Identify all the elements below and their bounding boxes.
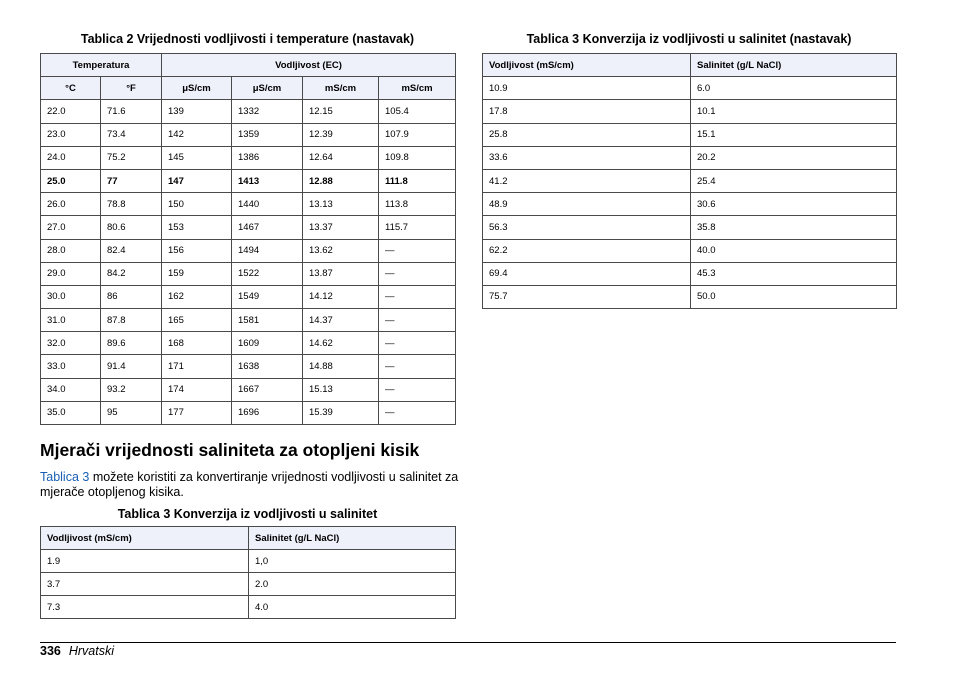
table-row xyxy=(41,401,456,424)
table-cell: 73.4 xyxy=(101,123,162,146)
table-cell: 1359 xyxy=(232,123,303,146)
table-cell: 27.0 xyxy=(41,216,101,239)
table-row xyxy=(41,378,456,401)
conductivity-temperature-table xyxy=(40,53,456,425)
table-row xyxy=(483,169,897,192)
table-cell: 14.62 xyxy=(303,332,379,355)
column-header: °C xyxy=(41,77,101,100)
table-cell: 1581 xyxy=(232,309,303,332)
table-cell: 14.37 xyxy=(303,309,379,332)
table-cell: 139 xyxy=(162,100,232,123)
column-header: μS/cm xyxy=(232,77,303,100)
table-cell: 24.0 xyxy=(41,146,101,169)
table-cell: 62.2 xyxy=(483,239,691,262)
table-cell: 1,0 xyxy=(249,550,456,573)
table3-link[interactable]: Tablica 3 xyxy=(40,470,90,484)
table-cell: 115.7 xyxy=(379,216,456,239)
table-cell: 22.0 xyxy=(41,100,101,123)
table-cell: 80.6 xyxy=(101,216,162,239)
conductivity-salinity-table xyxy=(40,526,456,619)
section-paragraph xyxy=(40,470,460,500)
column-header: Salinitet (g/L NaCl) xyxy=(249,527,456,550)
table-cell: 162 xyxy=(162,285,232,308)
table-cell: 15.13 xyxy=(303,378,379,401)
group-header-temperature: Temperatura xyxy=(41,54,162,77)
table-row xyxy=(483,193,897,216)
table-row xyxy=(41,123,456,146)
table-cell: — xyxy=(379,239,456,262)
table-cell: — xyxy=(379,332,456,355)
page-footer xyxy=(40,644,114,658)
table3-caption: Tablica 3 Konverzija iz vodljivosti u salinitet xyxy=(117,507,378,521)
table-cell: 75.2 xyxy=(101,146,162,169)
table-cell: 147 xyxy=(162,169,232,192)
table-cell: — xyxy=(379,285,456,308)
table-cell: 1667 xyxy=(232,378,303,401)
table-cell: 45.3 xyxy=(691,262,897,285)
table-cell: — xyxy=(379,378,456,401)
table-cell: 32.0 xyxy=(41,332,101,355)
table-cell: 13.13 xyxy=(303,193,379,216)
table-cell: 23.0 xyxy=(41,123,101,146)
table-cell: 93.2 xyxy=(101,378,162,401)
column-header: °F xyxy=(101,77,162,100)
table-row xyxy=(41,573,456,596)
table-cell: 50.0 xyxy=(691,285,897,308)
table-cell: 1413 xyxy=(232,169,303,192)
table-cell: 29.0 xyxy=(41,262,101,285)
table-row xyxy=(41,550,456,573)
table-cell: 35.0 xyxy=(41,401,101,424)
table-row xyxy=(41,596,456,619)
table-cell: 150 xyxy=(162,193,232,216)
table-cell: 156 xyxy=(162,239,232,262)
table-cell: 174 xyxy=(162,378,232,401)
table-row xyxy=(41,193,456,216)
table-cell: 28.0 xyxy=(41,239,101,262)
table-cell: 87.8 xyxy=(101,309,162,332)
table-cell: 26.0 xyxy=(41,193,101,216)
table-cell: 1696 xyxy=(232,401,303,424)
table-row xyxy=(41,216,456,239)
table-cell: 12.39 xyxy=(303,123,379,146)
table-cell: 41.2 xyxy=(483,169,691,192)
table-cell: 91.4 xyxy=(101,355,162,378)
table-row xyxy=(41,285,456,308)
table-cell: 17.8 xyxy=(483,100,691,123)
table-cell: 77 xyxy=(101,169,162,192)
table-cell: 111.8 xyxy=(379,169,456,192)
column-header: Vodljivost (mS/cm) xyxy=(41,527,249,550)
table-cell: 40.0 xyxy=(691,239,897,262)
table-cell: 1549 xyxy=(232,285,303,308)
table-cell: 10.9 xyxy=(483,77,691,100)
table-cell: 12.15 xyxy=(303,100,379,123)
table-row xyxy=(483,262,897,285)
table-cell: 33.0 xyxy=(41,355,101,378)
table-row xyxy=(483,239,897,262)
table-cell: 1.9 xyxy=(41,550,249,573)
table-row xyxy=(41,146,456,169)
table-row xyxy=(483,285,897,308)
column-header: mS/cm xyxy=(303,77,379,100)
table-cell: 33.6 xyxy=(483,146,691,169)
column-header: Salinitet (g/L NaCl) xyxy=(691,54,897,77)
table-row xyxy=(41,239,456,262)
table-cell: 1386 xyxy=(232,146,303,169)
table-cell: — xyxy=(379,355,456,378)
table-cell: 12.88 xyxy=(303,169,379,192)
table-cell: 56.3 xyxy=(483,216,691,239)
table-cell: 1638 xyxy=(232,355,303,378)
table-cell: 31.0 xyxy=(41,309,101,332)
table-cell: 1522 xyxy=(232,262,303,285)
table-cell: 35.8 xyxy=(691,216,897,239)
table-cell: 7.3 xyxy=(41,596,249,619)
table-row xyxy=(41,262,456,285)
table-row xyxy=(41,355,456,378)
table-cell: 25.0 xyxy=(41,169,101,192)
table2-caption: Tablica 2 Vrijednosti vodljivosti i temperature (nastavak) xyxy=(80,32,415,46)
table-cell: 10.1 xyxy=(691,100,897,123)
table-row xyxy=(483,216,897,239)
table-cell: 1332 xyxy=(232,100,303,123)
table-cell: 2.0 xyxy=(249,573,456,596)
table-cell: 34.0 xyxy=(41,378,101,401)
table-cell: 71.6 xyxy=(101,100,162,123)
table-cell: 113.8 xyxy=(379,193,456,216)
table-row xyxy=(483,100,897,123)
table-cell: 89.6 xyxy=(101,332,162,355)
table-cell: 82.4 xyxy=(101,239,162,262)
table-cell: — xyxy=(379,401,456,424)
table-cell: 12.64 xyxy=(303,146,379,169)
table-cell: 109.8 xyxy=(379,146,456,169)
table-cell: 15.39 xyxy=(303,401,379,424)
table-cell: 105.4 xyxy=(379,100,456,123)
table-cell: 3.7 xyxy=(41,573,249,596)
column-header: μS/cm xyxy=(162,77,232,100)
section-heading: Mjerači vrijednosti saliniteta za otopljeni kisik xyxy=(40,440,420,460)
table-cell: 30.6 xyxy=(691,193,897,216)
table-cell: 48.9 xyxy=(483,193,691,216)
table-cell: 1494 xyxy=(232,239,303,262)
table-cell: 69.4 xyxy=(483,262,691,285)
table-cell: 165 xyxy=(162,309,232,332)
table-cell: 177 xyxy=(162,401,232,424)
table-cell: — xyxy=(379,262,456,285)
table-cell: 14.88 xyxy=(303,355,379,378)
table-cell: 95 xyxy=(101,401,162,424)
table-row xyxy=(41,100,456,123)
paragraph-text: možete koristiti za konvertiranje vrijednosti vodljivosti u salinitet za mjerače otopljenog kisika. xyxy=(40,470,459,499)
table-cell: 142 xyxy=(162,123,232,146)
column-header: mS/cm xyxy=(379,77,456,100)
table-row xyxy=(483,77,897,100)
table-row xyxy=(41,309,456,332)
table3-cont-caption: Tablica 3 Konverzija iz vodljivosti u salinitet (nastavak) xyxy=(526,32,852,46)
table-cell: 84.2 xyxy=(101,262,162,285)
page-number: 336 xyxy=(40,644,61,658)
table-cell: 145 xyxy=(162,146,232,169)
table-cell: 6.0 xyxy=(691,77,897,100)
table-cell: 75.7 xyxy=(483,285,691,308)
footer-language: Hrvatski xyxy=(68,644,115,658)
table-cell: 171 xyxy=(162,355,232,378)
table-row xyxy=(483,146,897,169)
table-cell: 107.9 xyxy=(379,123,456,146)
table-cell: 1467 xyxy=(232,216,303,239)
footer-divider xyxy=(40,642,896,643)
group-header-conductivity: Vodljivost (EC) xyxy=(162,54,456,77)
table-cell: 1440 xyxy=(232,193,303,216)
table-cell: 4.0 xyxy=(249,596,456,619)
table-cell: 159 xyxy=(162,262,232,285)
table-cell: 30.0 xyxy=(41,285,101,308)
table-row xyxy=(483,123,897,146)
table-cell: 168 xyxy=(162,332,232,355)
table-cell: 25.4 xyxy=(691,169,897,192)
table-cell: 13.87 xyxy=(303,262,379,285)
table-cell: 14.12 xyxy=(303,285,379,308)
table-cell: 20.2 xyxy=(691,146,897,169)
table-cell: 1609 xyxy=(232,332,303,355)
table-row xyxy=(41,169,456,192)
table-cell: — xyxy=(379,309,456,332)
table-cell: 86 xyxy=(101,285,162,308)
conductivity-salinity-table-continued xyxy=(482,53,897,309)
table-row xyxy=(41,332,456,355)
table-cell: 78.8 xyxy=(101,193,162,216)
table-cell: 25.8 xyxy=(483,123,691,146)
table-cell: 13.37 xyxy=(303,216,379,239)
table-cell: 13.62 xyxy=(303,239,379,262)
table-cell: 15.1 xyxy=(691,123,897,146)
table-cell: 153 xyxy=(162,216,232,239)
column-header: Vodljivost (mS/cm) xyxy=(483,54,691,77)
